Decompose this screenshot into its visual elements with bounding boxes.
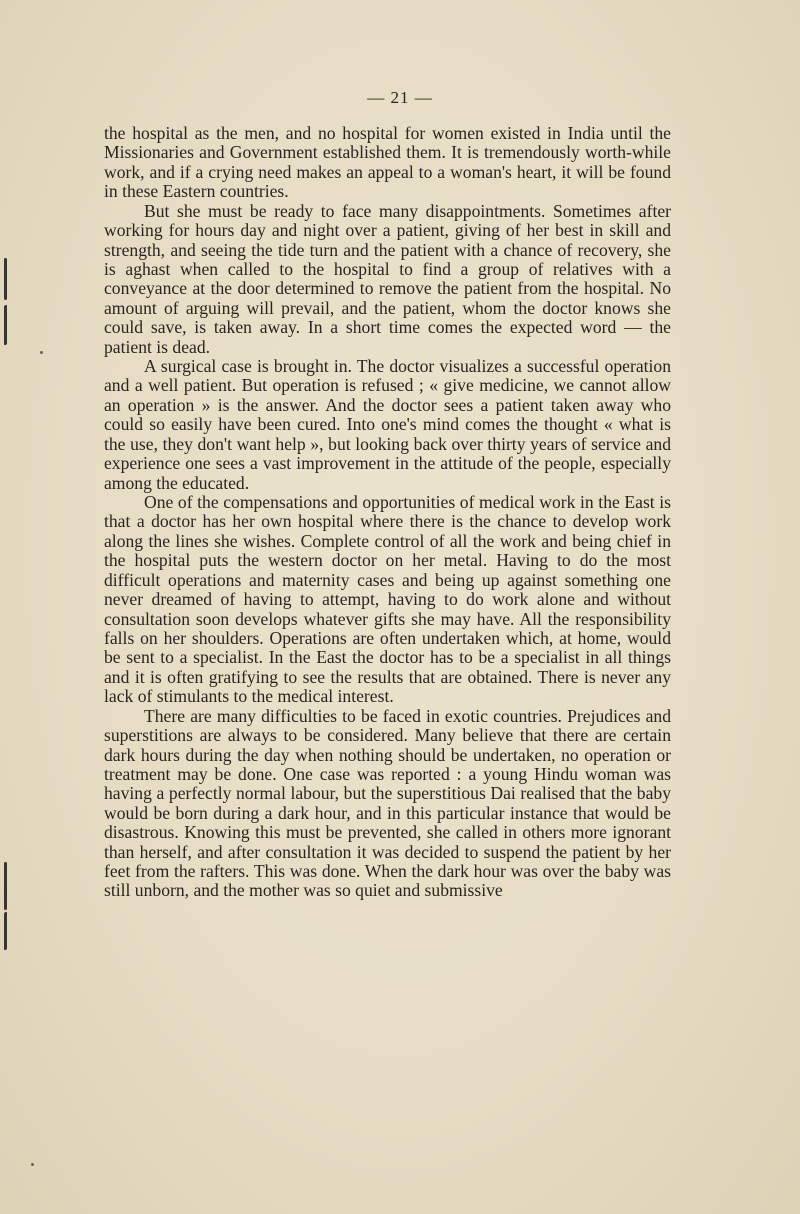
paragraph: the hospital as the men, and no hospital for women existed in India until the Missionaries and Government established them. It is tremendously worth-while work, and if a crying need makes an appeal to a woman's heart, it will be found in these Eastern countries. <box>104 123 671 202</box>
paragraph: A surgical case is brought in. The doctor visualizes a successful operation and a well patient. But operation is refused ; « give medicine, we cannot allow an operation » is the answer. And the doctor sees a patient taken away who could so easily have been cured. Into one's mind comes the thought « what is the use, they don't want help », but looking back over thirty years of service and experience one sees a vast improvement in the attitude of the people, especially among the educated. <box>104 356 671 493</box>
paragraph: One of the compensations and opportunities of medical work in the East is that a doctor has her own hospital where there is the chance to develop work along the lines she wishes. Complete control of all the work and being chief in the hospital puts the western doctor on her metal. Having to do the most difficult operations and maternity cases and being up against something one never dreamed of having to attempt, having to do work alone and without consultation soon develops whatever gifts she may have. All the responsibility falls on her shoulders. Operations are often undertaken which, at home, would be sent to a specialist. In the East the doctor has to be a specialist in all things and it is often gratifying to see the results that are obtained. There is never any lack of stimulants to the medical interest. <box>104 492 671 707</box>
paper-speck <box>40 351 43 354</box>
page-number: — 21 — <box>367 88 433 107</box>
binding-mark <box>4 304 7 345</box>
paragraph: There are many difficulties to be faced in exotic countries. Prejudices and superstitions are always to be considered. Many believe that there are certain dark hours during the day when nothing should be undertaken, no operation or treatment may be done. One case was reported : a young Hindu woman was having a perfectly normal labour, but the superstitious Dai realised that the baby would be born during a dark hour, and in this particular instance that would be disastrous. Knowing this must be prevented, she called in others more ignorant than herself, and after consultation it was decided to suspend the patient by her feet from the rafters. This was done. When the dark hour was over the baby was still unborn, and the mother was so quiet and submissive <box>104 705 671 901</box>
paper-speck <box>31 1163 34 1166</box>
binding-mark <box>4 258 7 300</box>
binding-mark <box>4 911 7 950</box>
body-text <box>104 124 671 901</box>
paragraph: But she must be ready to face many disappointments. Sometimes after working for hours day and night over a patient, giving of her best in skill and strength, and seeing the tide turn and the patient with a chance of recovery, she is aghast when called to the hospital to find a group of relatives with a conveyance at the door determined to remove the patient from the hospital. No amount of arguing will prevail, and the patient, whom the doctor knows she could save, is taken away. In a short time comes the expected word — the patient is dead. <box>104 200 671 357</box>
binding-mark <box>4 862 7 910</box>
